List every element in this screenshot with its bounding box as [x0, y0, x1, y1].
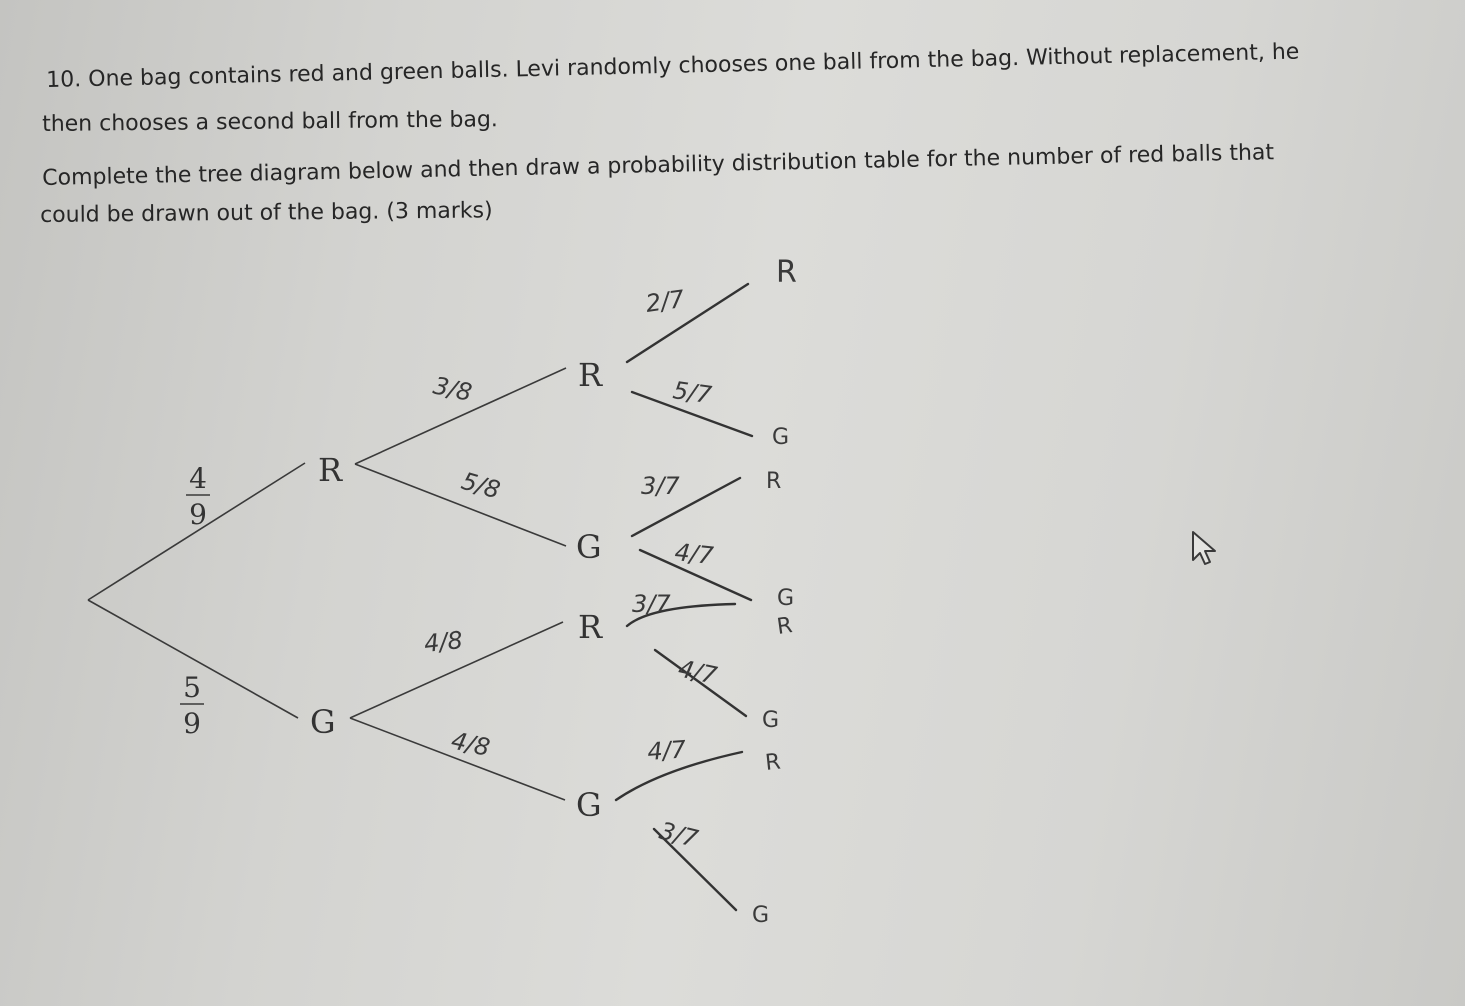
node-gg-red: R	[764, 749, 782, 776]
prob-rr-green: 5/7	[671, 376, 714, 410]
prob-rg-red: 3/7	[641, 472, 680, 500]
first-green-probability	[180, 671, 204, 740]
first-red-prob-denominator: 9	[189, 498, 207, 531]
prob-gr-green: 4/7	[675, 654, 720, 690]
question-line-2: then chooses a second ball from the bag.	[42, 107, 498, 137]
node-rr-red: R	[776, 255, 797, 290]
node-gr-red: R	[775, 613, 794, 640]
prob-green-green: 4/8	[448, 726, 493, 762]
node-rg-red: R	[766, 469, 782, 494]
prob-gr-red: 3/7	[632, 590, 671, 618]
node-red-green: G	[576, 528, 602, 566]
prob-gg-green: 3/7	[656, 816, 701, 854]
branch-red-to-green	[355, 464, 566, 546]
node-rr-green: G	[772, 425, 790, 450]
prob-gg-red: 4/7	[646, 735, 687, 766]
node-green-green: G	[576, 786, 602, 824]
first-red-prob-numerator: 4	[189, 462, 207, 495]
first-green-prob-denominator: 9	[183, 707, 201, 740]
prob-rg-green: 4/7	[673, 538, 715, 571]
node-first-red: R	[318, 451, 343, 489]
question-line-4: could be drawn out of the bag. (3 marks)	[40, 198, 493, 228]
mouse-pointer-icon	[1188, 529, 1228, 569]
question-line-3: Complete the tree diagram below and then draw a probability distribution table for the number of red balls that	[42, 140, 1275, 191]
node-rg-green: G	[777, 586, 795, 611]
node-gr-green: G	[762, 708, 780, 733]
question-line-1: 10. One bag contains red and green balls. Levi randomly chooses one ball from the bag. Without replacement, he	[46, 39, 1300, 93]
first-red-probability	[186, 462, 210, 531]
node-red-red: R	[578, 356, 603, 394]
node-first-green: G	[310, 703, 336, 741]
first-green-prob-numerator: 5	[183, 671, 201, 704]
node-green-red: R	[578, 608, 603, 646]
prob-red-green: 5/8	[458, 466, 504, 505]
prob-rr-red: 2/7	[643, 284, 687, 318]
node-gg-green: G	[752, 903, 770, 928]
prob-green-red: 4/8	[422, 626, 465, 658]
prob-red-red: 3/8	[430, 371, 475, 407]
